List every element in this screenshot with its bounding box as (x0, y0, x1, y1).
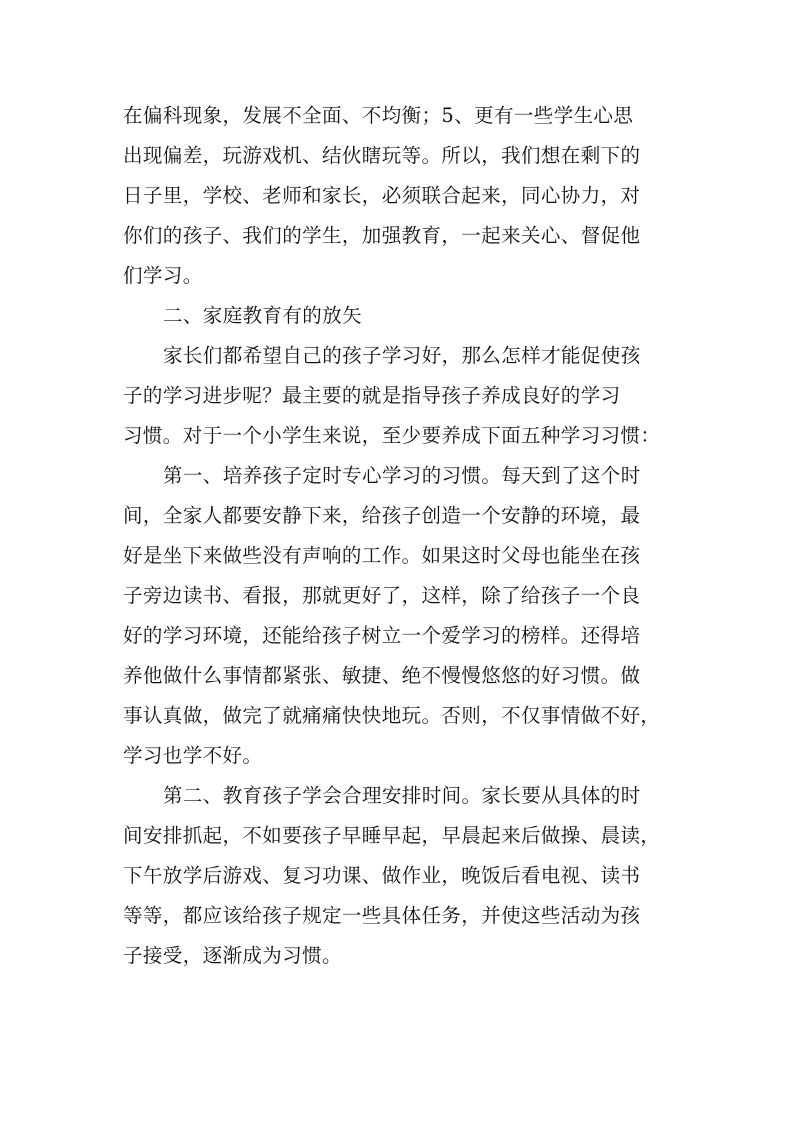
text-line: 事认真做，做完了就痛痛快快地玩。否则，不仅事情做不好， (123, 704, 661, 727)
text-line: 们学习。 (123, 264, 203, 287)
text-line: 家长们都希望自己的孩子学习好，那么怎样才能促使孩 (163, 344, 641, 367)
text-line: 下午放学后游戏、复习功课、做作业，晚饭后看电视、读书 (123, 864, 641, 887)
text-line: 子接受，逐渐成为习惯。 (123, 944, 342, 967)
heading-text: 二、家庭教育有的放矢 (163, 304, 363, 327)
text-line: 在偏科现象，发展不全面、不均衡；5、更有一些学生心思 (123, 104, 634, 127)
paragraph-4 (123, 776, 675, 976)
text-line: 等等，都应该给孩子规定一些具体任务，并使这些活动为孩 (123, 904, 641, 927)
text-line: 子旁边读书、看报，那就更好了，这样，除了给孩子一个良 (123, 584, 641, 607)
text-line: 日子里，学校、老师和家长，必须联合起来，同心协力，对 (123, 184, 641, 207)
text-line: 出现偏差，玩游戏机、结伙瞎玩等。所以，我们想在剩下的 (123, 144, 641, 167)
text-line: 间安排抓起，不如要孩子早睡早起，早晨起来后做操、晨读， (123, 824, 661, 847)
paragraph-1 (123, 96, 675, 296)
text-line: 第一、培养孩子定时专心学习的习惯。每天到了这个时 (163, 464, 641, 487)
paragraph-2 (123, 336, 675, 456)
text-line: 间，全家人都要安静下来，给孩子创造一个安静的环境，最 (123, 504, 641, 527)
text-line: 子的学习进步呢？最主要的就是指导孩子养成良好的学习 (123, 384, 621, 407)
paragraph-3 (123, 456, 675, 776)
section-heading (123, 296, 675, 336)
text-line: 习惯。对于一个小学生来说，至少要养成下面五种学习习惯： (123, 424, 661, 447)
text-line: 学习也学不好。 (123, 744, 263, 767)
text-line: 好的学习环境，还能给孩子树立一个爱学习的榜样。还得培 (123, 624, 641, 647)
text-line: 养他做什么事情都紧张、敏捷、绝不慢慢悠悠的好习惯。做 (123, 664, 641, 687)
text-line: 好是坐下来做些没有声响的工作。如果这时父母也能坐在孩 (123, 544, 641, 567)
text-line: 第二、教育孩子学会合理安排时间。家长要从具体的时 (163, 784, 641, 807)
document-body (123, 96, 675, 976)
text-line: 你们的孩子、我们的学生，加强教育，一起来关心、督促他 (123, 224, 641, 247)
